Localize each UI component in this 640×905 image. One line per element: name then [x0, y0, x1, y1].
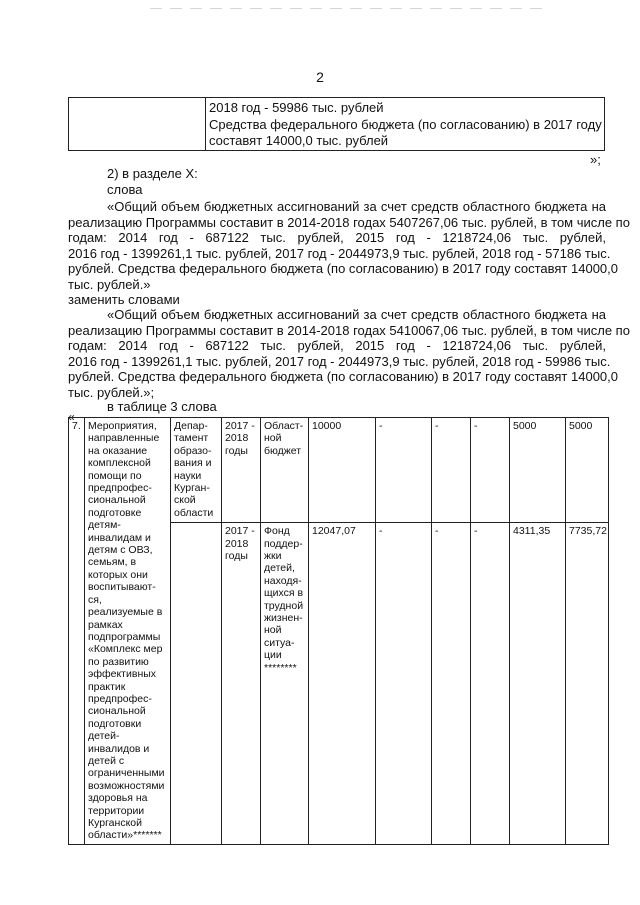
- year-2014-cell: -: [376, 418, 432, 523]
- top-table-fragment: [68, 97, 605, 151]
- closing-quote: »;: [590, 152, 601, 167]
- old-text-line: «Общий объем бюджетных ассигнований за счет средств областного бюджета на: [107, 199, 606, 214]
- top-table-cell: [209, 100, 600, 150]
- total-cell: 12047,07: [309, 523, 376, 845]
- year-2016-cell: -: [471, 418, 510, 523]
- open-quote: «: [68, 410, 75, 424]
- event-name-cell: Мероприятия, направленные на оказание комплексной помощи по предпрофес-сиональной подготовке детям-инвалидам и детям с ОВЗ, семьям, в которых они воспитывают-ся, реализуемые в рамках подпрограммы «Комплекс мер по развитию эффективных практик предпрофес-сиональной подготовки детей-инвалидов и детей с ограниченными возможностями здоровья на территории Курганской области»*******: [85, 418, 171, 845]
- new-text-line: 2016 год - 1399261,1 тыс. рублей, 2017 год - 2044973,9 тыс. рублей, 2018 год - 59986 тыс.: [68, 353, 611, 369]
- old-text-line: реализацию Программы составит в 2014-2018 годах 5407267,06 тыс. рублей, в том числе по: [68, 214, 630, 230]
- top-line-2: Средства федерального бюджета (по согласованию) в 2017 году: [209, 116, 602, 132]
- year-2018-cell: 7735,72: [566, 523, 609, 845]
- word-slova: слова: [107, 182, 143, 197]
- year-2017-cell: 4311,35: [510, 523, 566, 845]
- year-2018-cell: 5000: [566, 418, 609, 523]
- year-2015-cell: -: [432, 418, 471, 523]
- old-text-paragraph: [68, 199, 630, 293]
- top-line-3: составят 14000,0 тыс. рублей: [209, 133, 389, 148]
- funding-source-cell: Фонд поддер-жки детей, находя-щихся в трудной жизнен-ной ситуа-ции ********: [261, 523, 309, 845]
- old-text-line: 2016 год - 1399261,1 тыс. рублей, 2017 год - 2044973,9 тыс. рублей, 2018 год - 57186 тыс.: [68, 245, 611, 261]
- executor-cell: Депар-тамент образо-вания и науки Курган-ской области: [171, 418, 222, 523]
- new-text-paragraph: [68, 307, 630, 401]
- year-2014-cell: -: [376, 523, 432, 845]
- year-2015-cell: -: [432, 523, 471, 845]
- new-text-line: годам: 2014 год - 687122 тыс. рублей, 2015 год - 1218724,06 тыс. рублей,: [68, 338, 606, 354]
- new-text-line: реализацию Программы составит в 2014-2018 годах 5410067,06 тыс. рублей, в том числе по: [68, 322, 630, 338]
- top-line-1: 2018 год - 59986 тыс. рублей: [209, 100, 384, 115]
- replace-with-label: заменить словами: [68, 292, 180, 307]
- period-cell: 2017 - 2018 годы: [222, 418, 261, 523]
- total-cell: 10000: [309, 418, 376, 523]
- table-3-fragment: [68, 417, 609, 845]
- scan-artifact: [150, 8, 550, 9]
- period-cell: 2017 - 2018 годы: [222, 523, 261, 845]
- new-text-line: «Общий объем бюджетных ассигнований за счет средств областного бюджета на: [107, 307, 606, 322]
- new-text-line: тыс. рублей.»;: [68, 384, 155, 400]
- page-number: 2: [316, 69, 324, 85]
- year-2017-cell: 5000: [510, 418, 566, 523]
- old-text-line: рублей. Средства федерального бюджета (по согласованию) в 2017 году составят 14000,0: [68, 261, 618, 277]
- new-text-line: рублей. Средства федерального бюджета (по согласованию) в 2017 году составят 14000,0: [68, 369, 618, 385]
- old-text-line: годам: 2014 год - 687122 тыс. рублей, 2015 год - 1218724,06 тыс. рублей,: [68, 230, 606, 246]
- old-text-line: тыс. рублей.»: [68, 276, 151, 292]
- item-2-heading: 2) в разделе X:: [107, 166, 198, 181]
- table3-intro: в таблице 3 слова: [107, 399, 217, 414]
- table-divider: [205, 98, 206, 150]
- funding-source-cell: Област-ной бюджет: [261, 418, 309, 523]
- year-2016-cell: -: [471, 523, 510, 845]
- executor-empty-cell: [171, 523, 222, 845]
- row-number: 7.: [69, 418, 85, 845]
- table-row: [69, 418, 609, 523]
